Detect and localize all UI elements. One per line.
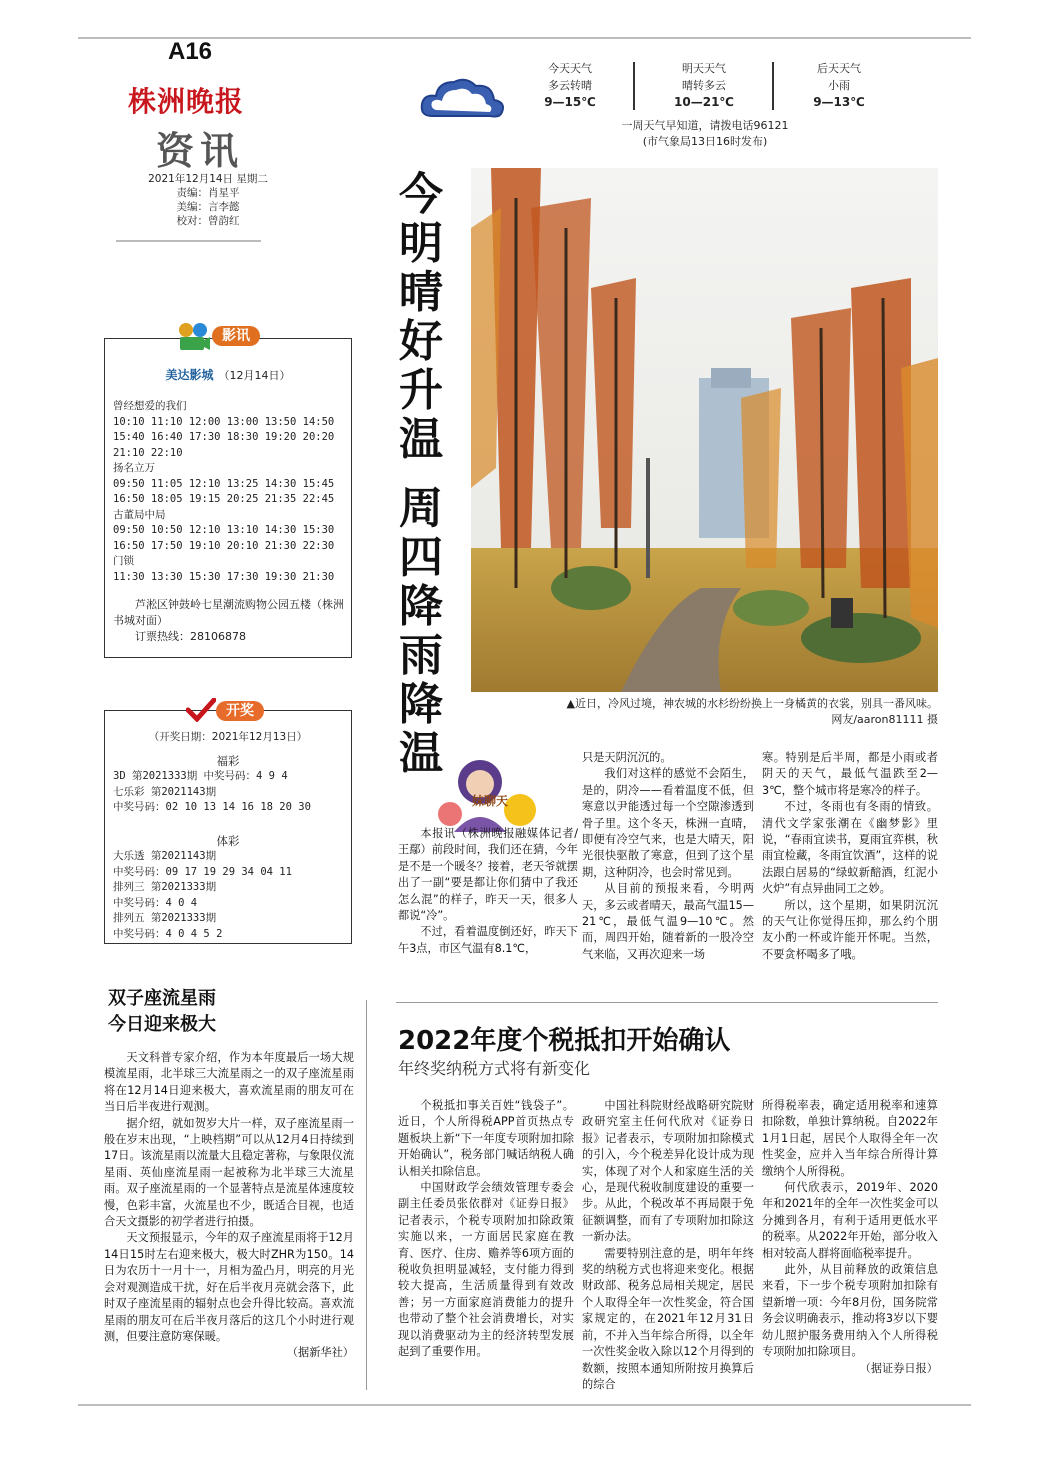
lottery-badge: 开奖 bbox=[216, 701, 264, 721]
lottery-line: 3D 第2021333期 中奖号码：4 9 4 bbox=[113, 770, 288, 782]
page-number: A16 bbox=[168, 38, 213, 65]
section-title: 资讯 bbox=[156, 128, 245, 173]
headline-spacer bbox=[396, 464, 446, 484]
sports-results bbox=[113, 849, 349, 942]
cinema-badge: 影讯 bbox=[212, 326, 260, 346]
headline-char: 好 bbox=[399, 316, 443, 367]
headline-char: 降 bbox=[399, 581, 443, 632]
meteor-title-line: 双子座流星雨 bbox=[108, 988, 216, 1009]
film-times: 11:30 13:30 15:30 17:30 19:30 21:30 bbox=[113, 570, 335, 583]
lottery-line: 大乐透 第2021143期 bbox=[113, 850, 217, 862]
paragraph: 从目前的预报来看，今明两天，多云或者晴天，最高气温15—21℃，最低气温9—10℃。然而，周四开始，随着新的一股冷空气来临，又再次迎来一场 bbox=[582, 882, 754, 961]
cinema-address: 芦淞区钟鼓岭七星潮流购物公园五楼（株洲书城对面） bbox=[113, 598, 344, 627]
photo-caption bbox=[540, 696, 938, 728]
editor-credit: 责编：肖星平 bbox=[176, 187, 240, 199]
designer-credit: 美编：言李懿 bbox=[176, 201, 240, 213]
headline-char: 明 bbox=[399, 218, 443, 269]
lead-headline bbox=[396, 170, 446, 778]
paragraph: 个税抵扣事关百姓“钱袋子”。近日，个人所得税APP首页热点专题板块上新“下一年度专项附加扣除开始确认”，税务部门喊话纳税人确认相关扣除信息。 bbox=[398, 1099, 574, 1178]
cloud-icon bbox=[418, 72, 506, 122]
lottery-line: 中奖号码：09 17 19 29 34 04 11 bbox=[113, 865, 292, 878]
headline-char: 升 bbox=[399, 365, 443, 416]
headline-char: 今 bbox=[399, 169, 443, 220]
paragraph: 我们对这样的感觉不会陌生，是的，阴冷——看着温度不低，但寒意以尹能透过每一个空隙渗透到骨子里。这个冬天，株洲一直晴，即便有冷空气来，也是大晴天，阳光很快驱散了寒意，但到了这个星期，这种阴冷，也会时常见到。 bbox=[582, 767, 754, 879]
lead-photo bbox=[471, 168, 938, 692]
weather-temp: 9—15℃ bbox=[544, 95, 596, 109]
cinema-name: 美达影城 bbox=[165, 368, 214, 382]
showtimes bbox=[113, 399, 349, 585]
film-times: 09:50 11:05 12:10 13:25 14:30 15:45 bbox=[113, 477, 335, 490]
weather-temp: 9—13℃ bbox=[813, 95, 865, 109]
bottom-rule bbox=[78, 1404, 971, 1406]
weather-hotline-text: 一周天气早知道，请拨电话96121 bbox=[621, 119, 789, 132]
film-title: 曾经想爱的我们 bbox=[113, 400, 187, 412]
lottery-line: 排列五 第2021333期 bbox=[113, 912, 217, 924]
weather-separator bbox=[633, 62, 635, 110]
film-projector-icon bbox=[176, 322, 210, 352]
weather-day-label: 明天天气 bbox=[682, 62, 726, 75]
lottery-line: 中奖号码：4 0 4 bbox=[113, 896, 198, 909]
paragraph: 中国财政学会绩效管理专委会副主任委员张依群对《证券日报》记者表示，个税专项附加扣除政策实施以来，一方面居民家庭在教育、医疗、住房、赡养等6项方面的税收负担明显减轻，支付能力得到较大提高，生活质量得到有效改善；另一方面家庭消费能力的提升也带动了整个社会消费增长，对实现以消费驱动为主的经济转型发展起到了重要作用。 bbox=[398, 1181, 574, 1359]
cinema-box bbox=[104, 338, 352, 658]
lead-bottom-rule bbox=[396, 1002, 938, 1003]
tax-body-col2 bbox=[582, 1098, 754, 1393]
photo-credit: 网友/aaron81111 摄 bbox=[831, 713, 938, 726]
headline-char: 雨 bbox=[399, 630, 443, 681]
meteor-source: （据新华社） bbox=[286, 1346, 354, 1360]
paragraph: 只是天阴沉沉的。 bbox=[582, 751, 672, 764]
issue-date: 2021年12月14日 星期二 bbox=[148, 173, 268, 185]
left-column-divider bbox=[366, 1000, 367, 1390]
film-title: 门锁 bbox=[113, 555, 134, 567]
sports-title: 体彩 bbox=[216, 834, 240, 848]
column-logo-text: 妹聊天 bbox=[471, 794, 508, 808]
paragraph: 所得税率表，确定适用税率和速算扣除数，单独计算纳税。自2022年1月1日起，居民个人取得全年一次性奖金，应并入当年综合所得计算缴纳个人所得税。 bbox=[762, 1099, 938, 1178]
headline-char: 温 bbox=[399, 728, 443, 779]
paragraph: 所以，这个星期，如果阴沉沉的天气让你觉得压抑，那么约个朋友小酌一杯或许能开怀呢。当然，不要贪杯喝多了哦。 bbox=[762, 898, 938, 961]
meta-underline bbox=[116, 232, 261, 242]
weather-tomorrow bbox=[654, 60, 754, 111]
cinema-footer bbox=[113, 597, 347, 645]
weather-day-label: 今天天气 bbox=[548, 62, 592, 75]
tax-body-col3 bbox=[762, 1098, 938, 1377]
lottery-line: 中奖号码：02 10 13 14 16 18 20 30 bbox=[113, 801, 311, 813]
lottery-line: 排列三 第2021333期 bbox=[113, 881, 217, 893]
tax-body-col1 bbox=[398, 1098, 574, 1361]
paragraph: 何代欣表示，2019年、2020年和2021年的全年一次性奖金可以分摊到各月，有利于适用更低水平的税率。从2022年开始，部分收入相对较高人群将面临税率提升。 bbox=[762, 1181, 938, 1260]
tax-source: （据证券日报） bbox=[859, 1361, 938, 1375]
film-times: 16:50 18:05 19:15 20:25 21:35 22:45 bbox=[113, 493, 335, 505]
checkmark-icon bbox=[186, 698, 216, 722]
lottery-line: 中奖号码：4 0 4 5 2 bbox=[113, 927, 223, 940]
weather-today bbox=[520, 60, 620, 111]
lottery-box bbox=[104, 710, 352, 944]
proof-credit: 校对：曾韵红 bbox=[176, 215, 240, 227]
weather-dayafter bbox=[789, 60, 889, 111]
weather-issued: (市气象局13日16时发布) bbox=[642, 135, 768, 148]
paragraph: 天文科普专家介绍，作为本年度最后一场大规模流星雨，北半球三大流星雨之一的双子座流星雨将在12月14日迎来极大，喜欢流星雨的朋友可在当日后半夜进行观测。 bbox=[104, 1051, 354, 1114]
film-title: 古董局中局 bbox=[113, 508, 166, 521]
caption-text: ▲近日，冷风过境，神农城的水杉纷纷换上一身橘黄的衣裳，别具一番风味。 bbox=[566, 697, 938, 710]
paragraph: 不过，看着温度倒还好，昨天下午3点，市区气温有8.1℃， bbox=[398, 925, 578, 955]
paragraph: 寒。特别是后半周，都是小雨或者阴天的天气，最低气温跌至2—3℃，整个城市将是寒冷的样子。 bbox=[762, 751, 938, 797]
headline-char: 四 bbox=[399, 532, 443, 583]
weather-hotline bbox=[585, 118, 825, 150]
lottery-line: 七乐彩 第2021143期 bbox=[113, 785, 217, 798]
welfare-results bbox=[113, 769, 349, 816]
lead-body-col1 bbox=[398, 826, 578, 957]
meteor-title-line: 今日迎来极大 bbox=[108, 1014, 216, 1035]
headline-char: 晴 bbox=[399, 267, 443, 318]
paragraph: 不过，冬雨也有冬雨的情致。清代文学家张潮在《幽梦影》里说，“春雨宜读书，夏雨宜弈棋，秋雨宜检藏，冬雨宜饮酒”，这样的说法跟白居易的“绿蚁新醅酒，红泥小火炉”有点异曲同工之妙。 bbox=[762, 800, 938, 896]
headline-char: 周 bbox=[399, 483, 443, 534]
meteor-body bbox=[104, 1050, 354, 1362]
film-times: 09:50 10:50 12:10 13:10 14:30 15:30 bbox=[113, 524, 335, 536]
film-times: 10:10 11:10 12:00 13:00 13:50 14:50 bbox=[113, 415, 335, 428]
film-times: 21:10 22:10 bbox=[113, 446, 183, 459]
tax-headline: 2022年度个税抵扣开始确认 bbox=[398, 1026, 731, 1056]
film-title: 扬名立万 bbox=[113, 462, 155, 474]
welfare-title: 福彩 bbox=[216, 754, 240, 768]
meteor-headline bbox=[108, 986, 358, 1038]
lottery-date: （开奖日期：2021年12月13日） bbox=[148, 731, 308, 743]
cinema-date: （12月14日） bbox=[218, 369, 291, 382]
paragraph: 此外，从目前释放的政策信息来看，下一步个税专项附加扣除有望新增一项：今年8月份，国务院常务会议明确表示，推动将3岁以下婴幼儿照护服务费用纳入个人所得税专项附加扣除项目。 bbox=[762, 1263, 938, 1359]
paper-logo: 株洲晚报 bbox=[128, 85, 245, 118]
film-times: 16:50 17:50 19:10 20:10 21:30 22:30 bbox=[113, 539, 335, 552]
issue-meta bbox=[128, 172, 288, 228]
paragraph: 本报讯（株洲晚报融媒体记者/王鄢）前段时间，我们还在猜，今年是不是一个暖冬？接着，老天爷就摆出了一副“要是都让你们猜中了我还怎么混”的样子，昨天一天，很多人都说“冷”。 bbox=[398, 827, 578, 923]
lead-body-col2 bbox=[582, 750, 754, 963]
film-times: 15:40 16:40 17:30 18:30 19:20 20:20 bbox=[113, 431, 335, 443]
headline-char: 温 bbox=[399, 414, 443, 465]
paragraph: 中国社科院财经战略研究院财政研究室主任何代欣对《证券日报》记者表示，专项附加扣除模式的引入，今个税差异化设计成为现实，体现了对个人和家庭生活的关心，是现代税收制度建设的重要一步。从此，个税改革不再局限于免征额调整，而有了专项附加扣除这一新办法。 bbox=[582, 1099, 754, 1244]
paragraph: 需要特别注意的是，明年年终奖的纳税方式也将迎来变化。根据财政部、税务总局相关规定，居民个人取得全年一次性奖金，符合国家规定的，在2021年12月31日前，不并入当年综合所得，以全年一次性奖金收入除以12个月得到的数额，按照本通知所附按月换算后的综合 bbox=[582, 1246, 754, 1391]
lead-body-col3 bbox=[762, 750, 938, 963]
headline-char: 降 bbox=[399, 679, 443, 730]
weather-day-label: 后天天气 bbox=[817, 62, 861, 75]
paragraph: 据介绍，就如贺岁大片一样，双子座流星雨一般在岁末出现，“上映档期”可以从12月4日持续到17日。该流星雨以流量大且稳定著称，与象限仪流星雨、英仙座流星雨一起被称为北半球三大流星雨。双子座流星雨的一个显著特点是流星体速度较慢，色彩丰富，火流星也不少，既适合目视，也适合天文摄影的初学者进行拍摄。 bbox=[104, 1116, 354, 1229]
weather-temp: 10—21℃ bbox=[674, 95, 734, 109]
weather-desc: 小雨 bbox=[828, 79, 850, 92]
cinema-hotline: 订票热线：28106878 bbox=[135, 630, 246, 643]
paragraph: 天文预报显示，今年的双子座流星雨将于12月14日15时左右迎来极大，极大时ZHR为150。14日为农历十一月十一，月相为盈凸月，明亮的月光会对观测造成干扰，好在后半夜月亮就会落下，此时双子座流星雨的辐射点也会升得比较高。喜欢流星雨的朋友可在后半夜月落后的这几个小时进行观测，但要注意防寒保暖。 bbox=[104, 1231, 354, 1343]
tax-subheadline: 年终奖纳税方式将有新变化 bbox=[398, 1059, 591, 1078]
weather-separator bbox=[772, 62, 774, 110]
weather-desc: 晴转多云 bbox=[682, 79, 726, 92]
weather-desc: 多云转晴 bbox=[548, 79, 592, 92]
